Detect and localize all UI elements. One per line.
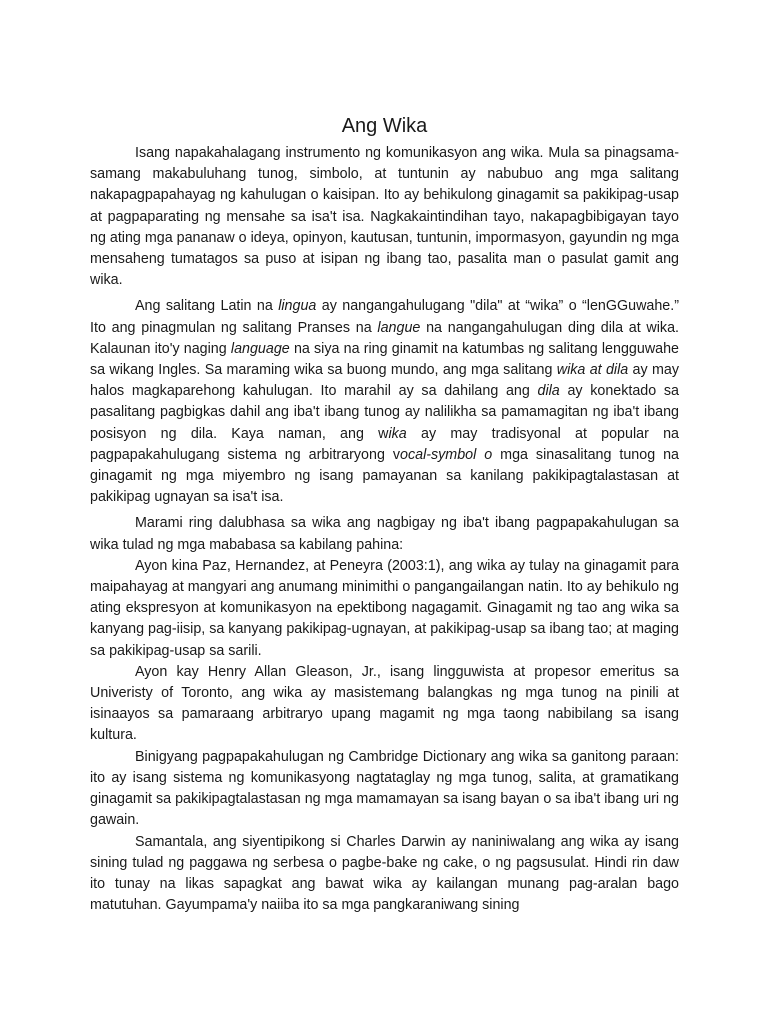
text-segment: ay konektado sa pasalitang pagbigkas dahil ang iba't ibang tunog ay nalilikha sa pamamagitan ng iba't ibang posisyon ng dila. Kaya naman, ang w: [90, 383, 679, 442]
text-segment: Binigyang pagpapakahulugan ng Cambridge Dictionary ang wika sa ganitong paraan: ito ay isang sistema ng komunikasyong nagtataglay ng mga tunog, salita, at gramatikang ginagamit sa pakikipagtalastasan ng mga mamamayan sa isang bayan o sa iba't ibang uri ng gawain.: [90, 748, 679, 829]
italic-term: dila: [537, 383, 560, 400]
paragraph-p1: [90, 143, 679, 291]
paragraph-p5: [90, 662, 679, 747]
text-segment: ay nangangahulugang "dila" at “wika” o “lenGGuwahe.” Ito ang pinagmulan ng salitang Pranses na: [90, 298, 679, 336]
italic-term: wika at dila: [556, 362, 629, 379]
document-title: Ang Wika: [341, 115, 428, 137]
text-segment: Ayon kina Paz, Hernandez, at Peneyra (2003:1), ang wika ay tulay na ginagamit para maipahayag at mangyari ang anumang minimithi o pangangailangan natin. Ito ay behikulo ng ating ekspresyon at komunikasyon na epektibong nagagamit. Ginagamit ng tao ang wika sa kanyang pag-iisip, sa kanyang pakikipag-ugnayan, at pakikipag-usap sa ibang tao; at maging sa pakikipag-usap sa sarili.: [90, 557, 679, 659]
text-segment: ay may halos magkaparehong kahulugan. Ito marahil ay sa dahilang ang: [90, 362, 679, 400]
italic-term: langue: [377, 319, 421, 336]
document-body: [90, 143, 679, 916]
paragraph-p4: [90, 556, 679, 662]
italic-term: language: [230, 340, 290, 357]
paragraph-p2: [90, 296, 679, 508]
paragraph-p6: [90, 747, 679, 832]
text-segment: na nangangahulugan ding dila at wika. Kalaunan ito'y naging: [90, 319, 679, 357]
italic-term: ocal-symbol o: [400, 446, 493, 463]
text-segment: Isang napakahalagang instrumento ng komunikasyon ang wika. Mula sa pinagsama-samang makabuluhang tunog, simbolo, at tuntunin ay nabubuo ang mga salitang nakapagpapahayag ng kahulugan o kaisipan. Ito ay behikulong ginagamit sa pakikipag-usap at pagpaparating ng mensahe sa isa't isa. Nagkakaintindihan tayo, nakapagbibigayan tayo ng ating mga pananaw o ideya, opinyon, kautusan, tuntunin, impormasyon, gayundin ng mga mensaheng tumatagos sa puso at isipan ng ibang tao, pasalita man o pasulat gamit ang wika.: [90, 145, 679, 289]
text-segment: mga sinasalitang tunog na ginagamit ng mga miyembro ng isang pamayanan sa kanilang pakikipagtalastasan at pakikipag ugnayan sa isa't isa.: [90, 446, 679, 506]
text-segment: Ayon kay Henry Allan Gleason, Jr., isang lingguwista at propesor emeritus sa Univeristy of Toronto, ang wika ay masistemang balangkas ng mga tunog na pinili at isinaayos sa pamaraang arbitraryo upang magamit ng mga taong nabibilang sa isang kultura.: [90, 663, 679, 744]
text-segment: Ang salitang Latin na: [135, 298, 279, 315]
text-segment: na siya na ring ginamit na katumbas ng salitang lengguwahe sa wikang Ingles. Sa maraming wika sa buong mundo, ang mga salitang: [90, 340, 679, 379]
document-page: [90, 112, 679, 1024]
italic-term: lingua: [278, 298, 317, 315]
text-segment: Samantala, ang siyentipikong si Charles Darwin ay naniniwalang ang wika ay isang sining tulad ng paggawa ng serbesa o pagbe-bake ng cake, o ng pagsusulat. Hindi rin daw ito tunay na likas sapagkat ang bawat wika ay kailangan munang pag-aralan bago matutuhan. Gayumpama'y naiiba ito sa mga pangkaraniwang sining: [90, 833, 679, 914]
text-segment: Marami ring dalubhasa sa wika ang nagbigay ng iba't ibang pagpapakahulugan sa wika tulad ng mga mababasa sa kabilang pahina:: [90, 515, 679, 553]
paragraph-p7: [90, 832, 679, 917]
italic-term: ika: [388, 425, 407, 442]
paragraph-p3: [90, 513, 679, 555]
text-segment: ay may tradisyonal at popular na pagpapakahulugang sistema ng arbitraryong v: [90, 425, 679, 463]
